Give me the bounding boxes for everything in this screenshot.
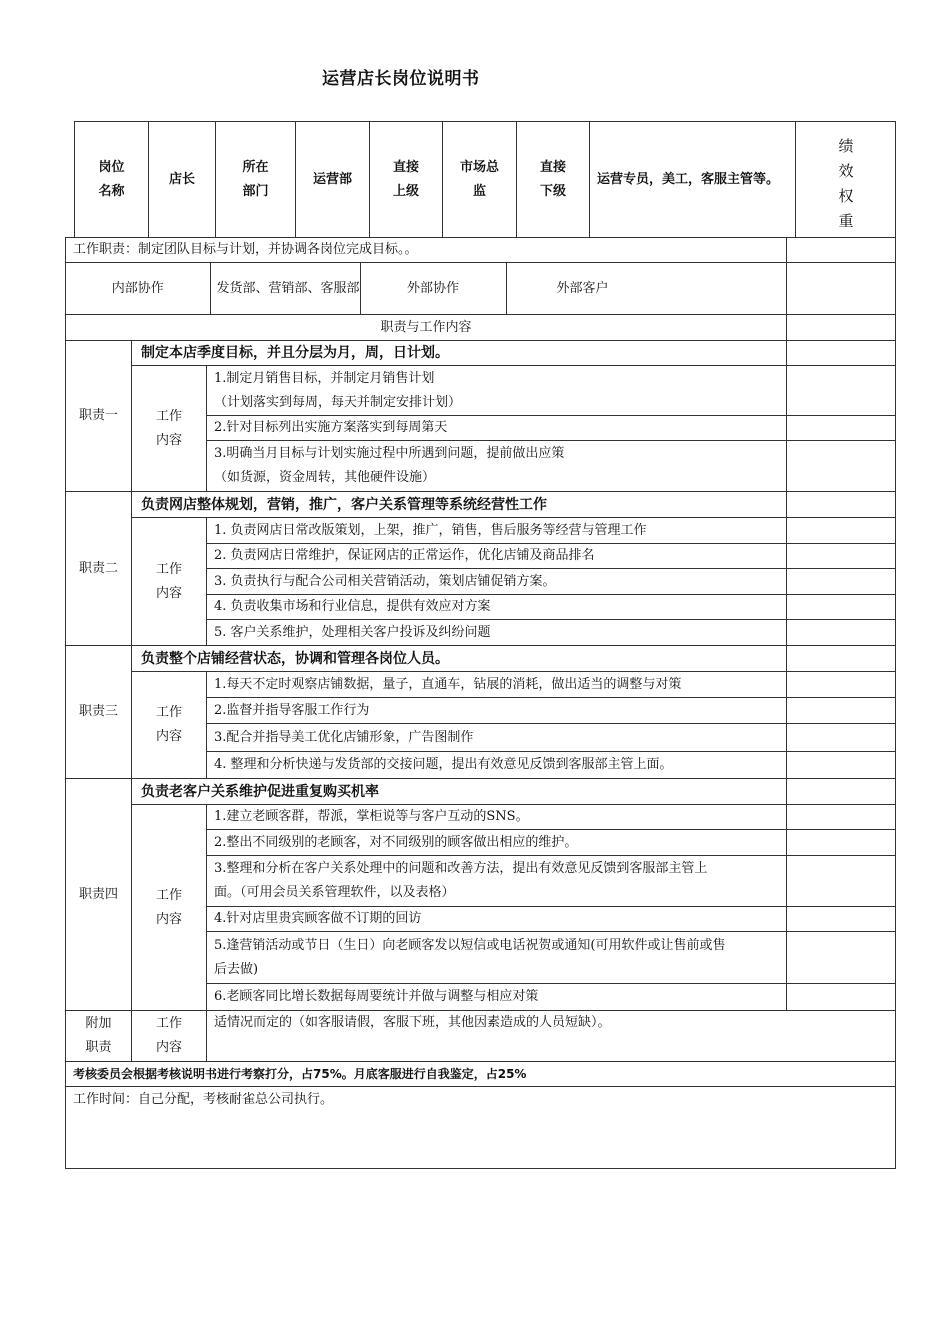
work-content-label-1: 工作 <box>155 561 182 577</box>
weight-blank <box>787 932 896 984</box>
subordinate-label-cell <box>517 122 590 238</box>
position-value: 店长 <box>149 122 216 238</box>
duty-item <box>207 932 787 984</box>
job-duty: 工作职责：制定团队目标与计划，并协调各岗位完成目标。。 <box>66 238 787 263</box>
weight-blank <box>787 492 896 518</box>
weight-blank <box>787 315 896 341</box>
weight-blank <box>787 984 896 1011</box>
dept-value: 运营部 <box>296 122 370 238</box>
duty-item: 1.每天不定时观察店铺数据，量子，直通车，钻展的消耗，做出适当的调整与对策 <box>207 672 787 698</box>
duty-label: 职责一 <box>66 341 132 492</box>
header-table <box>74 121 896 238</box>
dept-label-cell <box>216 122 296 238</box>
duty-item: 6.老顾客同比增长数据每周要统计并做与调整与相应对策 <box>207 984 787 1011</box>
additional-content-label <box>132 1011 207 1062</box>
work-content-label-2: 内容 <box>155 911 182 927</box>
cooperation-row <box>66 263 787 315</box>
subordinate-label-2: 下级 <box>539 183 566 199</box>
weight-blank <box>787 366 896 416</box>
external-coop-label: 外部协作 <box>360 263 506 314</box>
assessment-note: 考核委员会根据考核说明书进行考察打分，占75%。月底客服进行自我鉴定，占25% <box>66 1062 896 1087</box>
work-content-label <box>132 366 207 492</box>
weight-blank <box>787 238 896 263</box>
duty-item: 2.整出不同级别的老顾客，对不同级别的顾客做出相应的维护。 <box>207 830 787 856</box>
superior-label-1: 直接 <box>392 159 419 175</box>
additional-text: 适情况而定的（如客服请假，客服下班，其他因素造成的人员短缺）。 <box>207 1011 896 1062</box>
superior-value-1: 市场总 <box>459 159 499 175</box>
weight-blank <box>787 595 896 620</box>
work-content-label-1: 工作 <box>155 705 182 720</box>
weight-blank <box>787 779 896 805</box>
weight-blank <box>787 856 896 907</box>
weight-blank <box>787 752 896 779</box>
section-title: 职责与工作内容 <box>66 315 787 341</box>
duty-label: 职责二 <box>66 492 132 646</box>
page-title: 运营店长岗位说明书 <box>322 69 480 89</box>
superior-value-cell <box>443 122 517 238</box>
duty-item: 1.建立老顾客群，帮派，掌柜说等与客户互动的SNS。 <box>207 805 787 830</box>
additional-label <box>66 1011 132 1062</box>
weight-blank <box>787 805 896 830</box>
work-content-label <box>132 805 207 1011</box>
superior-value-2: 监 <box>472 183 486 199</box>
duty-item-line: （计划落实到每周，每天并制定安排计划） <box>214 394 462 410</box>
weight-blank <box>787 698 896 724</box>
work-content-label-1: 工作 <box>155 887 182 903</box>
dept-label-2: 部门 <box>242 183 269 199</box>
duty-item: 3. 负责执行与配合公司相关营销活动，策划店铺促销方案。 <box>207 569 787 595</box>
additional-content-label-2: 内容 <box>155 1040 182 1055</box>
weight-blank <box>787 907 896 932</box>
weight-label: 绩效权重 <box>838 137 854 230</box>
subordinate-value: 运营专员，美工，客服主管等。 <box>590 122 796 238</box>
duty-heading: 负责网店整体规划，营销，推广，客户关系管理等系统经营性工作 <box>132 492 787 518</box>
work-content-label-2: 内容 <box>155 585 182 601</box>
duty-item-line: 5.逢营销活动或节日（生日）向老顾客发以短信或电话祝贺或通知(可用软件或让售前或售 <box>214 937 726 953</box>
weight-blank <box>787 518 896 544</box>
weight-blank <box>787 416 896 441</box>
weight-blank <box>787 620 896 646</box>
internal-coop-value: 发货部、营销部、客服部 <box>210 263 360 314</box>
duty-item-line: 后去做) <box>214 961 259 977</box>
position-label-1: 岗位 <box>98 159 125 175</box>
duty-item: 3.配合并指导美工优化店铺形象，广告图制作 <box>207 724 787 752</box>
duty-item: 4.针对店里贵宾顾客做不订期的回访 <box>207 907 787 932</box>
work-content-label-2: 内容 <box>155 729 182 744</box>
superior-label-2: 上级 <box>392 183 419 199</box>
duty-item-line: （如货源，资金周转，其他硬件设施） <box>214 470 436 485</box>
weight-blank <box>787 569 896 595</box>
work-content-label-2: 内容 <box>155 432 182 448</box>
weight-blank <box>787 672 896 698</box>
duty-heading: 负责整个店铺经营状态，协调和管理各岗位人员。 <box>132 646 787 672</box>
internal-coop-label: 内部协作 <box>66 263 210 314</box>
duty-item: 4. 整理和分析快递与发货部的交接问题，提出有效意见反馈到客服部主管上面。 <box>207 752 787 779</box>
duty-item: 2.监督并指导客服工作行为 <box>207 698 787 724</box>
duty-heading: 负责老客户关系维护促进重复购买机率 <box>132 779 787 805</box>
duty-item <box>207 441 787 492</box>
duty-item-line: 1.制定月销售目标，并制定月销售计划 <box>214 370 435 386</box>
duty-item <box>207 856 787 907</box>
duty-item: 4. 负责收集市场和行业信息，提供有效应对方案 <box>207 595 787 620</box>
duty-item <box>207 366 787 416</box>
additional-label-1: 附加 <box>85 1016 112 1031</box>
position-label-cell <box>75 122 149 238</box>
weight-blank <box>787 724 896 752</box>
work-content-label <box>132 518 207 646</box>
external-coop-value: 外部客户 <box>556 280 609 296</box>
duty-item: 5. 客户关系维护，处理相关客户投诉及纠纷问题 <box>207 620 787 646</box>
duty-item-line: 3.整理和分析在客户关系处理中的问题和改善方法，提出有效意见反馈到客服部主管上 <box>214 861 708 876</box>
duty-item-line: 面。（可用会员关系管理软件，以及表格） <box>214 885 455 900</box>
additional-content-label-1: 工作 <box>155 1016 182 1031</box>
duty-label: 职责三 <box>66 646 132 779</box>
duty-table <box>65 237 896 1169</box>
weight-cell <box>796 122 896 238</box>
duty-item: 2.针对目标列出实施方案落实到每周第天 <box>207 416 787 441</box>
work-content-label-1: 工作 <box>155 408 182 424</box>
weight-blank <box>787 544 896 569</box>
work-content-label <box>132 672 207 779</box>
subordinate-label-1: 直接 <box>539 159 566 175</box>
weight-blank <box>787 263 896 315</box>
additional-label-2: 职责 <box>85 1040 112 1055</box>
superior-label-cell <box>370 122 443 238</box>
duty-item: 1. 负责网店日常改版策划，上架，推广，销售，售后服务等经营与管理工作 <box>207 518 787 544</box>
duty-item-line: 3.明确当月目标与计划实施过程中所遇到问题，提前做出应策 <box>214 446 565 461</box>
weight-blank <box>787 441 896 492</box>
position-label-2: 名称 <box>98 183 125 199</box>
duty-item: 2. 负责网店日常维护，保证网店的正常运作，优化店铺及商品排名 <box>207 544 787 569</box>
weight-blank <box>787 646 896 672</box>
work-time: 工作时间：自己分配，考核耐雀总公司执行。 <box>66 1087 896 1169</box>
weight-blank <box>787 830 896 856</box>
dept-label-1: 所在 <box>242 159 269 175</box>
weight-blank <box>787 341 896 366</box>
duty-heading: 制定本店季度目标，并且分层为月，周，日计划。 <box>132 341 787 366</box>
duty-label: 职责四 <box>66 779 132 1011</box>
